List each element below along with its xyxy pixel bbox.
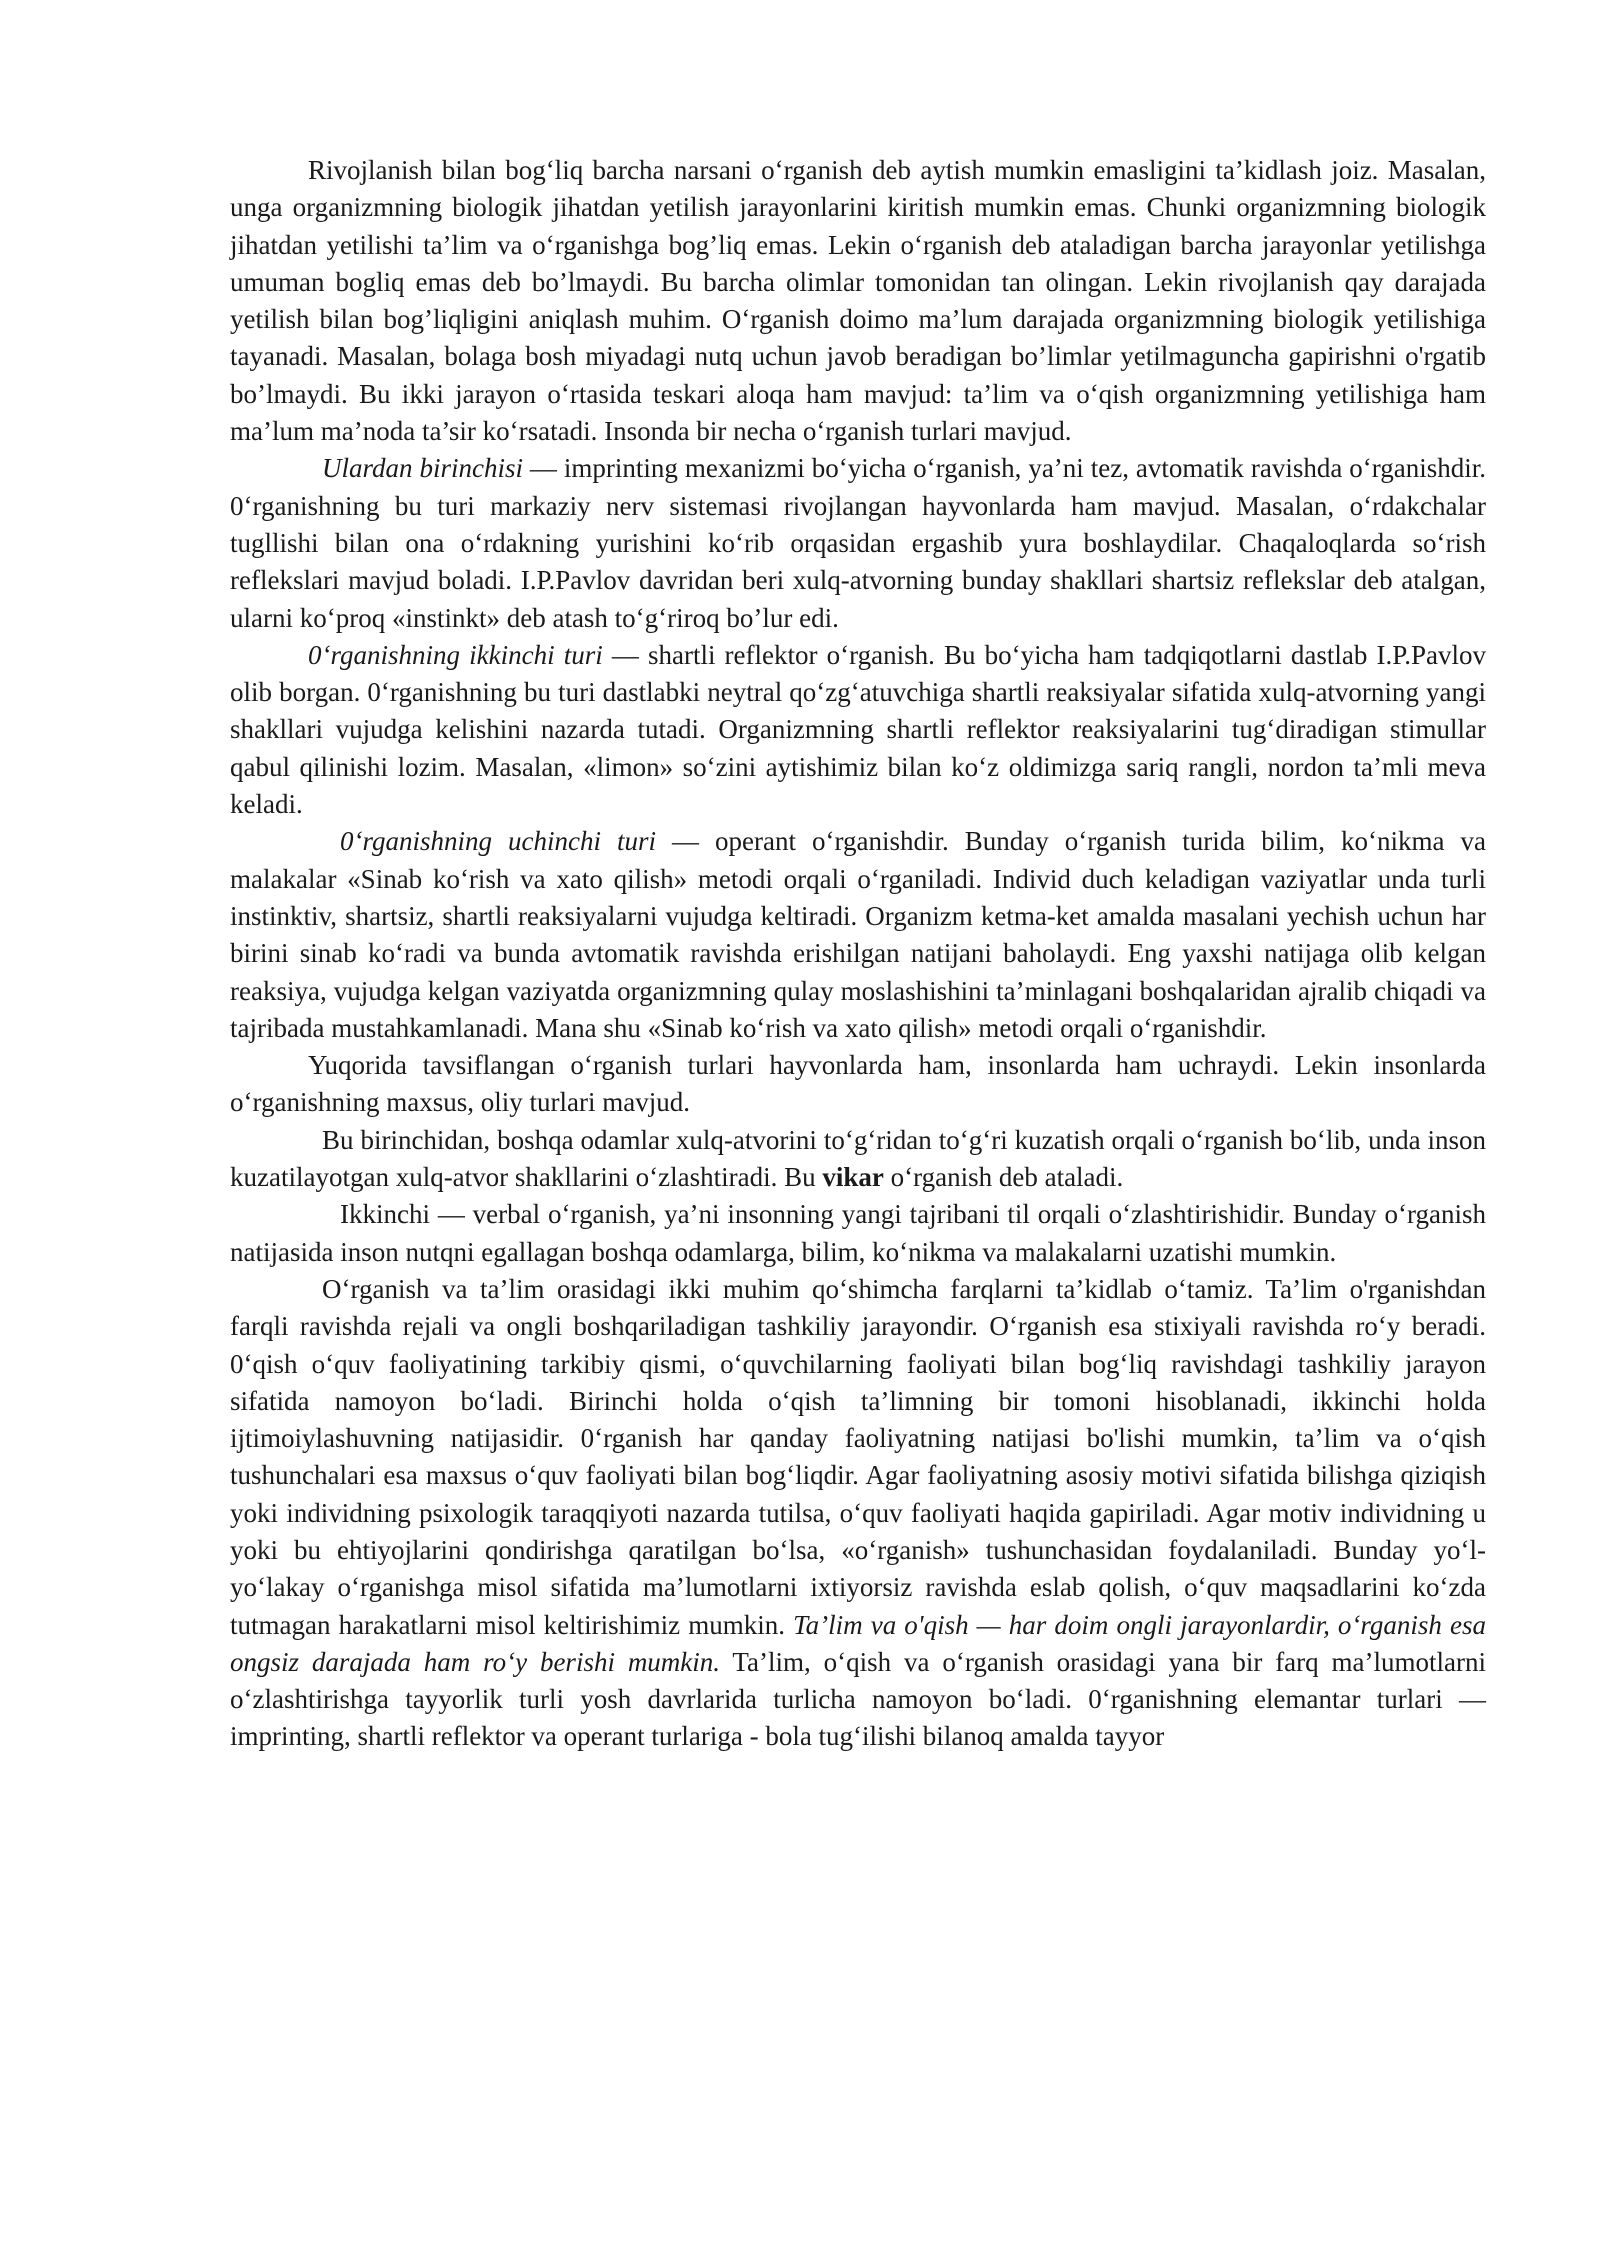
paragraph-5 bbox=[230, 1047, 1486, 1122]
paragraph-text: Bu birinchidan, boshqa odamlar xulq-atvorini to‘g‘ridan to‘g‘ri kuzatish orqali o‘rganish bo‘lib, unda inson kuzatilayotgan xulq-atvor shakllarini o‘zlashtiradi. Bu bbox=[230, 1124, 1486, 1193]
paragraph-2 bbox=[230, 450, 1486, 636]
paragraph-text: Yuqorida tavsiflangan o‘rganish turlari hayvonlarda ham, insonlarda ham uchraydi. Lekin insonlarda o‘rganishning maxsus, oliy turlari mavjud. bbox=[230, 1050, 1486, 1118]
paragraph-text: — shartli reflektor o‘rganish. Bu bo‘yicha ham tadqiqotlarni dastlab I.P.Pavlov olib borgan. 0‘rganishning bu turi dastlabki neytral qo‘zg‘atuvchiga shartli reaksiyalar sifatida xulq-atvorning yangi shakllari vujudga kelishini nazarda tutadi. Organizmning shartli reflektor reaksiyalarini tug‘diradigan stimullar qabul qilinishi lozim. Masalan, «limon» so‘zini aytishimiz bilan ko‘z oldimizga sariq rangli, nordon ta’mli meva keladi. bbox=[230, 639, 1486, 820]
italic-text: Ulardan birinchisi bbox=[322, 453, 523, 484]
italic-text: 0‘rganishning ikkinchi turi bbox=[308, 639, 603, 670]
italic-text: Ta’lim va o'qish — har doim ongli jarayonlardir, o‘rganish esa ongsiz darajada ham ro‘y berishi mumkin. bbox=[230, 1609, 1487, 1677]
paragraph-text: o‘rganish deb ataladi. bbox=[883, 1162, 1124, 1193]
paragraph-4 bbox=[230, 823, 1486, 1047]
bold-term: vikar bbox=[822, 1162, 884, 1193]
paragraph-8 bbox=[230, 1271, 1486, 1756]
paragraph-3 bbox=[230, 637, 1486, 823]
paragraph-6 bbox=[230, 1122, 1486, 1197]
paragraph-text: O‘rganish va ta’lim orasidagi ikki muhim qo‘shimcha farqlarni ta’kidlab o‘tamiz. Ta’lim o'rganishdan farqli ravishda rejali va ongli boshqariladigan tashkiliy jarayondir. O‘rganish esa stixiyali ravishda ro‘y beradi. 0‘qish o‘quv faoliyatining tarkibiy qismi, o‘quvchilarning faoliyati bilan bog‘liq ravishdagi tashkiliy jarayon sifatida namoyon bo‘ladi. Birinchi holda o‘qish ta’limning bir tomoni hisoblanadi, ikkinchi holda ijtimoiylashuvning natijasidir. 0‘rganish har qanday faoliyatning natijasi bo'lishi mumkin, ta’lim va o‘qish tushunchalari esa maxsus o‘quv faoliyati bilan bog‘liqdir. Agar faoliyatning asosiy motivi sifatida bilishga qiziqish yoki individning psixologik taraqqiyoti nazarda tutilsa, o‘quv faoliyati haqida gapiriladi. Agar motiv individning u yoki bu ehtiyojlarini qondirishga qaratilgan bo‘lsa, «o‘rganish» tushunchasidan foydalaniladi. Bunday yo‘l-yo‘lakay o‘rganishga misol sifatida ma’lumotlarni ixtiyorsiz ravishda eslab qolish, o‘quv maqsadlarini ko‘zda tutmagan harakatlarni misol keltirishimiz mumkin. bbox=[230, 1273, 1486, 1640]
paragraph-text: Ikkinchi — verbal o‘rganish, ya’ni insonning yangi tajribani til orqali o‘zlashtirishidir. Bunday o‘rganish natijasida inson nutqni egallagan boshqa odamlarga, bilim, ko‘nikma va malakalarni uzatishi mumkin. bbox=[230, 1199, 1486, 1267]
body-text bbox=[230, 152, 1486, 1756]
paragraph-1 bbox=[230, 152, 1486, 450]
paragraph-text: — imprinting mexanizmi bo‘yicha o‘rganish, ya’ni tez, avtomatik ravishda o‘rganishdir. 0‘rganishning bu turi markaziy nerv sistemasi rivojlangan hayvonlarda ham mavjud. Masalan, o‘rdakchalar tugllishi bilan ona o‘rdakning yurishini ko‘rib orqasidan ergashib yura boshlaydilar. Chaqaloqlarda so‘rish reflekslari mavjud boladi. I.P.Pavlov davridan beri xulq-atvorning bunday shakllari shartsiz reflekslar deb atalgan, ularni ko‘proq «instinkt» deb atash to‘g‘riroq bo’lur edi. bbox=[230, 453, 1487, 633]
paragraph-7 bbox=[230, 1196, 1486, 1271]
paragraph-text: — operant o‘rganishdir. Bunday o‘rganish turida bilim, ko‘nikma va malakalar «Sinab ko‘rish va xato qilish» metodi orqali o‘rganiladi. Individ duch keladigan vaziyatlar unda turli instinktiv, shartsiz, shartli reaksiyalarni vujudga keltiradi. Organizm ketma-ket amalda masalani yechish uchun har birini sinab ko‘radi va bunda avtomatik ravishda erishilgan natijani baholaydi. Eng yaxshi natijaga olib kelgan reaksiya, vujudga kelgan vaziyatda organizmning qulay moslashishini ta’minlagani boshqalaridan ajralib chiqadi va tajribada mustahkamlanadi. Mana shu «Sinab ko‘rish va xato qilish» metodi orqali o‘rganishdir. bbox=[230, 826, 1486, 1043]
paragraph-text: Ta’lim, o‘qish va o‘rganish orasidagi yana bir farq ma’lumotlarni o‘zlashtirishga tayyorlik turli yosh davrlarida turlicha namoyon bo‘ladi. 0‘rganishning elemantar turlari — imprinting, shartli reflektor va operant turlariga - bola tug‘ilishi bilanoq amalda tayyor bbox=[230, 1646, 1486, 1752]
paragraph-text: Rivojlanish bilan bog‘liq barcha narsani o‘rganish deb aytish mumkin emasligini ta’kidlash joiz. Masalan, unga organizmning biologik jihatdan yetilish jarayonlarini kiritish mumkin emas. Chunki organizmning biologik jihatdan yetilishi ta’lim va o‘rganishga bog’liq emas. Lekin o‘rganish deb ataladigan barcha jarayonlar yetilishga umuman bogliq emas deb bo’lmaydi. Bu barcha olimlar tomonidan tan olingan. Lekin rivojlanish qay darajada yetilish bilan bog’liqligini aniqlash muhim. O‘rganish doimo ma’lum darajada organizmning biologik yetilishiga tayanadi. Masalan, bolaga bosh miyadagi nutq uchun javob beradigan bo’limlar yetilmaguncha gapirishni o'rgatib bo’lmaydi. Bu ikki jarayon o‘rtasida teskari aloqa ham mavjud: ta’lim va o‘qish organizmning yetilishiga ham ma’lum ma’noda ta’sir ko‘rsatadi. Insonda bir necha o‘rganish turlari mavjud. bbox=[230, 155, 1486, 447]
italic-text: 0‘rganishning uchinchi turi bbox=[340, 826, 657, 857]
